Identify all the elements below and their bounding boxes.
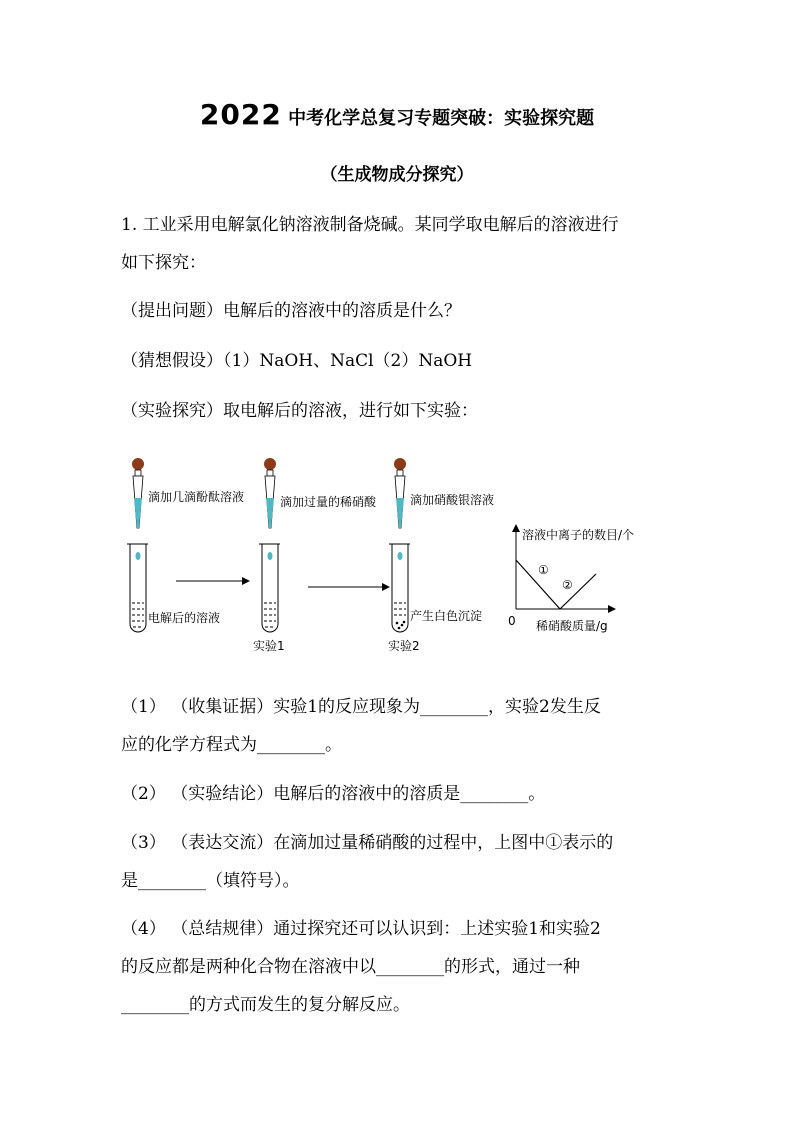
- test-tube-3: [389, 544, 410, 632]
- test-tube-2: [259, 544, 280, 632]
- sub-question-1-line2: 应的化学方程式为________。: [121, 735, 342, 755]
- droplet-2: [268, 552, 273, 560]
- graph-origin: 0: [508, 614, 516, 628]
- droplet-1: [136, 552, 141, 560]
- question-1-intro-line1: 1. 工业采用电解氯化钠溶液制备烧碱。某同学取电解后的溶液进行: [121, 215, 619, 235]
- sub-question-4-line2: 的反应都是两种化合物在溶液中以________的形式，通过一种: [121, 957, 580, 977]
- sub-question-2: （2） （实验结论）电解后的溶液中的溶质是________。: [121, 784, 546, 804]
- dropper-3-label: 滴加硝酸银溶液: [410, 493, 495, 507]
- dropper-1: [132, 458, 144, 528]
- page-subtitle: （生成物成分探究）: [320, 165, 474, 185]
- graph-x-label: 稀硝酸质量/g: [536, 619, 608, 633]
- test-tube-1: [127, 544, 148, 632]
- tube-1-label: 电解后的溶液: [148, 611, 221, 625]
- hypothesis: （猜想假设）（1）NaOH、NaCl（2）NaOH: [121, 351, 473, 371]
- dropper-2-label: 滴加过量的稀硝酸: [280, 495, 377, 509]
- problem-statement: （提出问题）电解后的溶液中的溶质是什么？: [121, 301, 461, 321]
- tube-2-label: 实验1: [253, 639, 285, 653]
- dropper-bulb: [264, 458, 276, 470]
- experiment-intro: （实验探究）取电解后的溶液，进行如下实验：: [121, 401, 478, 421]
- dropper-3: [394, 458, 406, 528]
- precipitate-label: 产生白色沉淀: [410, 609, 483, 623]
- experiment-figure: [118, 448, 678, 668]
- dropper-bulb: [394, 458, 406, 470]
- title-year: 2022: [199, 98, 282, 131]
- tube-3-label: 实验2: [388, 639, 420, 653]
- sub-question-4-line1: （4） （总结规律）通过探究还可以认识到：上述实验1和实验2: [121, 919, 601, 939]
- title-text: 中考化学总复习专题突破：实验探究题: [281, 108, 595, 129]
- curve-2-label: ②: [562, 578, 573, 592]
- page-title: [0, 98, 794, 131]
- dropper-bulb: [132, 458, 144, 470]
- sub-question-1-line1: （1） （收集证据）实验1的反应现象为________，实验2发生反: [121, 697, 601, 717]
- curve-1-label: ①: [538, 563, 549, 577]
- graph-y-label: 溶液中离子的数目/个: [522, 528, 635, 542]
- ion-count-graph: [508, 524, 634, 633]
- sub-question-3-line1: （3） （表达交流）在滴加过量稀硝酸的过程中，上图中①表示的: [121, 833, 614, 853]
- sub-question-3-line2: 是________（填符号）。: [121, 871, 300, 891]
- question-1-intro-line2: 如下探究：: [121, 253, 206, 273]
- dropper-1-label: 滴加几滴酚酞溶液: [148, 490, 245, 504]
- sub-question-4-line3: ________的方式而发生的复分解反应。: [121, 995, 410, 1015]
- dropper-2: [264, 458, 276, 528]
- droplet-3: [398, 552, 403, 560]
